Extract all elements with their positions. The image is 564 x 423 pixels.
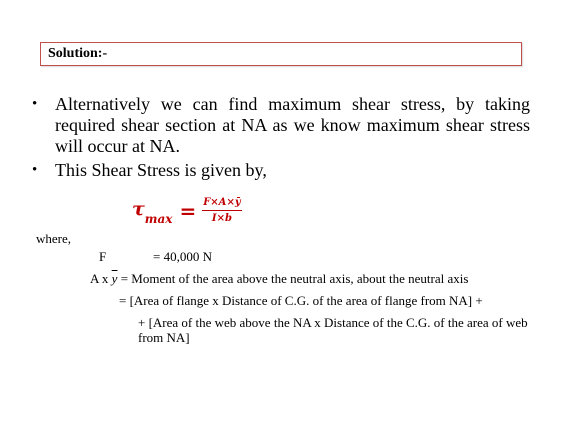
moment-definition bbox=[90, 271, 468, 286]
bullet-item bbox=[30, 94, 530, 157]
where-label: where, bbox=[36, 231, 72, 246]
bullet-text: Alternatively we can find maximum shear stress, by taking required shear section at NA as we know maximum shear stress will occur at NA. bbox=[55, 94, 530, 156]
flange-term: = [Area of flange x Distance of C.G. of the area of flange from NA] + bbox=[119, 293, 483, 308]
solution-label: Solution:- bbox=[48, 46, 108, 61]
formula-equals: = bbox=[179, 198, 197, 223]
force-symbol: F bbox=[99, 249, 107, 264]
solution-header-box bbox=[40, 42, 522, 66]
bullet-item bbox=[30, 160, 530, 181]
shear-stress-formula bbox=[132, 197, 242, 224]
formula-fraction bbox=[202, 197, 241, 224]
moment-prefix: A x bbox=[90, 271, 112, 286]
formula-subscript: max bbox=[144, 211, 173, 226]
bullet-text: This Shear Stress is given by, bbox=[55, 160, 267, 180]
formula-lhs bbox=[132, 198, 173, 226]
bullet-dot: • bbox=[32, 96, 38, 112]
force-value: = 40,000 N bbox=[153, 249, 212, 264]
tau-symbol: τ bbox=[132, 198, 145, 221]
formula-numerator: F×A×ȳ bbox=[202, 197, 241, 211]
web-term: + [Area of the web above the NA x Distance of the C.G. of the area of web from NA] bbox=[138, 315, 528, 345]
y-bar-symbol: $\overline{y}$ bbox=[111, 271, 118, 286]
bullet-dot: • bbox=[32, 162, 38, 178]
formula-denominator: I×b bbox=[211, 213, 232, 224]
moment-suffix: = Moment of the area above the neutral axis, about the neutral axis bbox=[117, 271, 469, 286]
bullet-list bbox=[30, 94, 530, 181]
